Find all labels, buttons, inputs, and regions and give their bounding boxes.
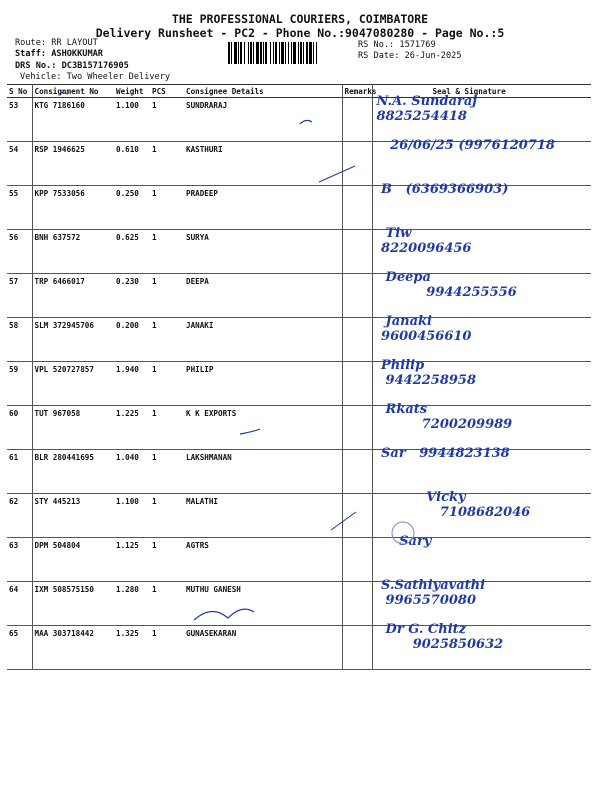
row-seal-signature — [372, 182, 591, 230]
row-consignment-no: RSP 1946625 — [32, 142, 114, 186]
row-pcs: 1 — [150, 494, 184, 538]
staff-label: Staff: — [15, 49, 47, 59]
row-consignee: DEEPA — [184, 274, 342, 318]
row-remarks — [342, 538, 372, 582]
row-weight: 1.100 — [114, 494, 150, 538]
row-remarks — [342, 142, 372, 186]
row-seal-signature — [372, 94, 591, 142]
row-weight: 1.225 — [114, 406, 150, 450]
table-row — [7, 230, 591, 274]
staff-line — [15, 49, 103, 59]
row-seal-signature — [372, 314, 591, 362]
col-weight: Weight — [114, 85, 150, 98]
handwritten-signature: Philip 9442258958 — [381, 358, 477, 388]
rs-no-line — [358, 40, 436, 50]
row-consignee: SUNDRARAJ — [184, 98, 342, 142]
row-seal-signature — [372, 402, 591, 450]
row-pcs: 1 — [150, 362, 184, 406]
row-weight: 1.125 — [114, 538, 150, 582]
row-seal-signature — [372, 490, 591, 538]
row-weight: 0.200 — [114, 318, 150, 362]
row-sno: 61 — [7, 450, 32, 494]
row-pcs: 1 — [150, 450, 184, 494]
row-seal-signature — [372, 534, 591, 582]
col-pcs: PCS — [150, 85, 184, 98]
row-remarks — [342, 626, 372, 670]
row-sno: 54 — [7, 142, 32, 186]
row-consignee: PHILIP — [184, 362, 342, 406]
table-row — [7, 274, 591, 318]
staff-value: ASHOKKUMAR — [51, 49, 103, 59]
row-sno: 53 — [7, 98, 32, 142]
row-consignee: LAKSHMANAN — [184, 450, 342, 494]
handwritten-signature: Janaki 9600456610 — [381, 314, 472, 344]
row-weight: 1.280 — [114, 582, 150, 626]
row-consignment-no: BLR 280441695 — [32, 450, 114, 494]
row-sno: 57 — [7, 274, 32, 318]
row-seal-signature — [372, 578, 591, 626]
row-consignment-no: BNH 637572 — [32, 230, 114, 274]
row-sno: 64 — [7, 582, 32, 626]
row-consignment-no: STY 445213 — [32, 494, 114, 538]
row-remarks — [342, 230, 372, 274]
row-seal-signature — [372, 358, 591, 406]
row-consignment-no: MAA 303718442 — [32, 626, 114, 670]
handwritten-signature: Sary — [376, 534, 432, 549]
handwritten-signature: B (6369366903) — [376, 182, 509, 197]
handwritten-signature: Deepa 9944255556 — [385, 270, 517, 300]
route-label: Route: — [15, 38, 47, 48]
table-row — [7, 318, 591, 362]
row-sno: 58 — [7, 318, 32, 362]
table-row — [7, 406, 591, 450]
row-weight: 0.230 — [114, 274, 150, 318]
row-consignment-no: KTG 7186160 — [32, 98, 114, 142]
row-pcs: 1 — [150, 142, 184, 186]
vehicle-label: Vehicle: — [20, 72, 62, 82]
row-pcs: 1 — [150, 406, 184, 450]
col-remarks: Remarks — [342, 85, 372, 98]
runsheet-table — [7, 84, 591, 670]
row-remarks — [342, 582, 372, 626]
row-consignee: PRADEEP — [184, 186, 342, 230]
rs-no-label: RS No.: — [358, 40, 395, 50]
row-sno: 55 — [7, 186, 32, 230]
table-row — [7, 494, 591, 538]
row-pcs: 1 — [150, 538, 184, 582]
table-row — [7, 186, 591, 230]
row-remarks — [342, 362, 372, 406]
handwritten-signature: N.A. Sundaraj 8825254418 — [376, 94, 477, 124]
row-remarks — [342, 318, 372, 362]
row-sno: 63 — [7, 538, 32, 582]
row-pcs: 1 — [150, 274, 184, 318]
row-weight: 0.250 — [114, 186, 150, 230]
row-weight: 1.940 — [114, 362, 150, 406]
row-pcs: 1 — [150, 98, 184, 142]
table-row — [7, 142, 591, 186]
col-seal-signature: Seal & Signature — [372, 85, 591, 98]
row-consignment-no: SLM 372945706 — [32, 318, 114, 362]
row-pcs: 1 — [150, 230, 184, 274]
vehicle-line — [20, 72, 170, 82]
handwritten-signature: Rkats 7200209989 — [385, 402, 513, 432]
row-consignee: GUNASEKARAN — [184, 626, 342, 670]
drs-label: DRS No.: — [15, 61, 57, 71]
row-consignment-no: TRP 6466017 — [32, 274, 114, 318]
rs-date-value: 26-Jun-2025 — [404, 51, 462, 61]
col-sno: S No — [7, 85, 32, 98]
row-pcs: 1 — [150, 318, 184, 362]
row-consignment-no: KPP 7533056 — [32, 186, 114, 230]
handwritten-signature: S.Sathiyavathi 9965570080 — [381, 578, 486, 608]
row-consignee: AGTRS — [184, 538, 342, 582]
row-consignee: K K EXPORTS — [184, 406, 342, 450]
row-consignee: JANAKI — [184, 318, 342, 362]
table-row — [7, 626, 591, 670]
row-sno: 56 — [7, 230, 32, 274]
row-weight: 1.100 — [114, 98, 150, 142]
table-row — [7, 98, 591, 142]
row-seal-signature — [372, 226, 591, 274]
rs-date-line — [358, 51, 462, 61]
row-weight: 0.625 — [114, 230, 150, 274]
row-weight: 1.040 — [114, 450, 150, 494]
row-remarks — [342, 274, 372, 318]
col-consignment: Consignment No — [32, 85, 114, 98]
row-sno: 60 — [7, 406, 32, 450]
row-remarks — [342, 98, 372, 142]
route-value: RR LAYOUT — [51, 38, 98, 48]
row-seal-signature — [372, 270, 591, 318]
drs-value: DC3B157176905 — [61, 61, 129, 71]
row-remarks — [342, 450, 372, 494]
vehicle-value: Two Wheeler Delivery — [66, 72, 171, 82]
table-row — [7, 450, 591, 494]
row-remarks — [342, 406, 372, 450]
row-pcs: 1 — [150, 626, 184, 670]
row-seal-signature — [372, 138, 591, 186]
row-remarks — [342, 186, 372, 230]
row-weight: 1.325 — [114, 626, 150, 670]
rs-no-value: 1571769 — [399, 40, 436, 50]
row-pcs: 1 — [150, 186, 184, 230]
row-consignee: KASTHURI — [184, 142, 342, 186]
row-sno: 65 — [7, 626, 32, 670]
handwritten-signature: Dr G. Chitz 9025850632 — [385, 622, 504, 652]
row-weight: 0.610 — [114, 142, 150, 186]
handwritten-signature: Sar 9944823138 — [376, 446, 510, 461]
row-consignee: MALATHI — [184, 494, 342, 538]
row-consignment-no: TUT 967058 — [32, 406, 114, 450]
row-seal-signature — [372, 622, 591, 670]
row-sno: 62 — [7, 494, 32, 538]
table-row — [7, 538, 591, 582]
handwritten-signature: 26/06/25 (9976120718 — [376, 138, 555, 153]
row-pcs: 1 — [150, 582, 184, 626]
route-line — [15, 38, 98, 48]
table-row — [7, 582, 591, 626]
row-consignee: SURYA — [184, 230, 342, 274]
company-title: THE PROFESSIONAL COURIERS, COIMBATORE — [171, 12, 429, 26]
row-sno: 59 — [7, 362, 32, 406]
row-seal-signature — [372, 446, 591, 494]
drs-line — [15, 61, 129, 71]
col-consignee: Consignee Details — [184, 85, 342, 98]
row-consignment-no: DPM 504804 — [32, 538, 114, 582]
rs-date-label: RS Date: — [358, 51, 400, 61]
table-row — [7, 362, 591, 406]
runsheet-subtitle: Delivery Runsheet - PC2 - Phone No.:9047080280 - Page No.:5 — [95, 26, 505, 40]
barcode — [228, 42, 352, 64]
row-consignment-no: VPL 520727857 — [32, 362, 114, 406]
handwritten-signature: Tiw 8220096456 — [381, 226, 472, 256]
row-consignee: MUTHU GANESH — [184, 582, 342, 626]
barcode-gap — [317, 42, 318, 64]
row-consignment-no: IXM 508575150 — [32, 582, 114, 626]
row-remarks — [342, 494, 372, 538]
handwritten-signature: Vicky 7108682046 — [426, 490, 531, 520]
